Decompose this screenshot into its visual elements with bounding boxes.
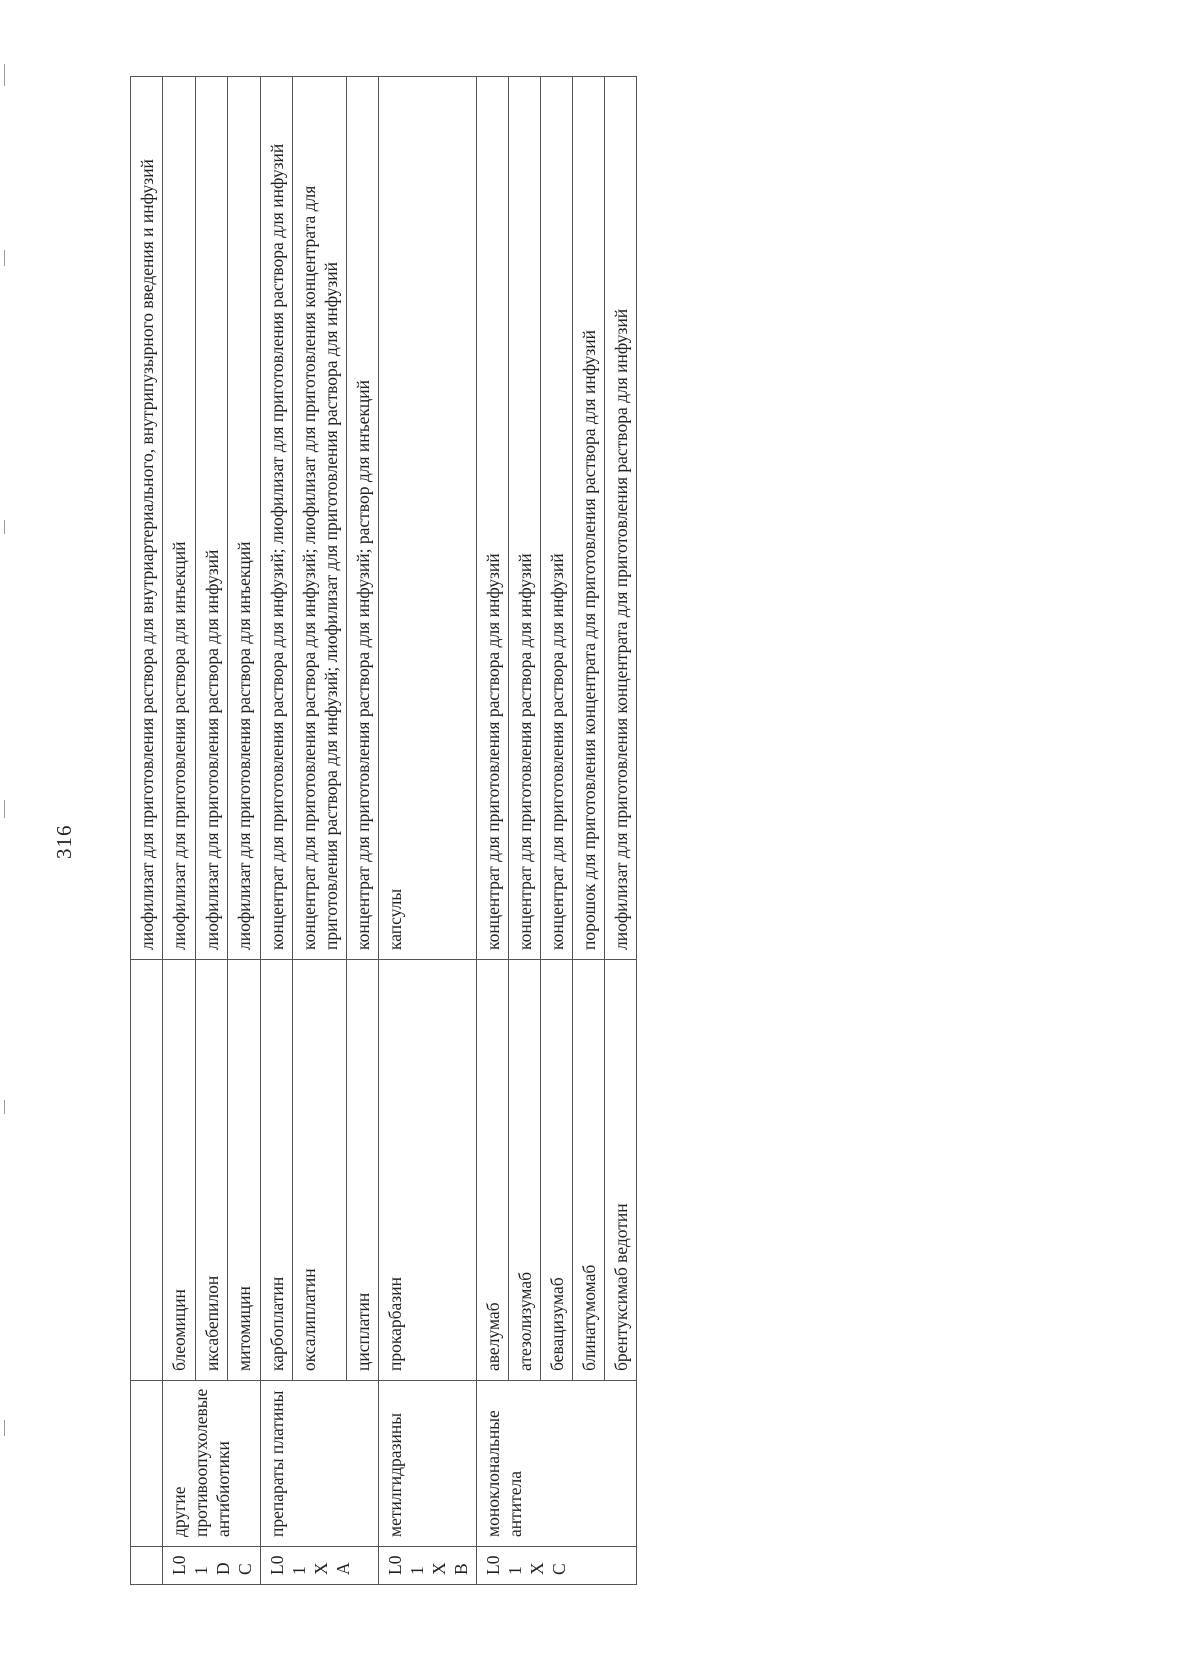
table-row <box>261 77 293 1585</box>
drug-name-cell <box>131 960 163 1381</box>
dosage-form-cell: концентрат для приготовления раствора для инфузий <box>541 77 573 960</box>
table-row <box>541 77 573 1585</box>
dosage-form-cell: лиофилизат для приготовления раствора для инъекций <box>228 77 261 960</box>
dosage-form-cell: лиофилизат для приготовления концентрата для приготовления раствора для инфузий <box>605 77 637 960</box>
drug-name-cell: прокарбазин <box>379 960 477 1381</box>
dosage-form-cell: концентрат для приготовления раствора для инфузий; лиофилизат для приготовления раствора для инфузий <box>261 77 293 960</box>
dosage-form-cell: лиофилизат для приготовления раствора для инфузий <box>195 77 228 960</box>
table-row <box>347 77 379 1585</box>
table-row <box>605 77 637 1585</box>
table-row <box>131 77 163 1585</box>
dosage-form-cell: лиофилизат для приготовления раствора для инъекций <box>163 77 196 960</box>
drug-name-cell: иксабепилон <box>195 960 228 1381</box>
code-cell <box>131 1547 163 1585</box>
page-number: 316 <box>52 824 76 859</box>
table-row <box>573 77 605 1585</box>
table-row <box>509 77 541 1585</box>
code-cell: L01XB <box>379 1547 477 1585</box>
code-cell: L01DC <box>163 1547 261 1585</box>
table-row <box>195 77 228 1585</box>
group-cell: метилгидразины <box>379 1381 477 1547</box>
group-cell <box>131 1381 163 1547</box>
group-cell: препараты платины <box>261 1381 379 1547</box>
drug-table <box>130 76 637 1585</box>
table-row <box>379 77 477 1585</box>
drug-name-cell: карбоплатин <box>261 960 293 1381</box>
table-row <box>228 77 261 1585</box>
table-row <box>477 77 509 1585</box>
dosage-form-cell: лиофилизат для приготовления раствора для внутриартериального, внутрипузырного введения и инфузий <box>131 77 163 960</box>
dosage-form-cell: концентрат для приготовления раствора для инфузий <box>509 77 541 960</box>
dosage-form-cell: концентрат для приготовления раствора для инфузий; раствор для инъекций <box>347 77 379 960</box>
drug-name-cell: авелумаб <box>477 960 509 1381</box>
drug-name-cell: блинатумомаб <box>573 960 605 1381</box>
code-cell: L01XA <box>261 1547 379 1585</box>
table-row <box>163 77 196 1585</box>
dosage-form-cell: концентрат для приготовления раствора для инфузий; лиофилизат для приготовления концентрата для приготовления раствора для инфузий; лиофилизат для приготовления раствора для инфузий <box>293 77 347 960</box>
drug-name-cell: цисплатин <box>347 960 379 1381</box>
group-cell: другие противоопухолевые антибиотики <box>163 1381 261 1547</box>
dosage-form-cell: капсулы <box>379 77 477 960</box>
drug-name-cell: митомицин <box>228 960 261 1381</box>
dosage-form-cell: концентрат для приготовления раствора для инфузий <box>477 77 509 960</box>
drug-name-cell: брентуксимаб ведотин <box>605 960 637 1381</box>
drug-name-cell: оксалиплатин <box>293 960 347 1381</box>
code-cell: L01XC <box>477 1547 637 1585</box>
drug-name-cell: бевацизумаб <box>541 960 573 1381</box>
drug-name-cell: атезолизумаб <box>509 960 541 1381</box>
drug-name-cell: блеомицин <box>163 960 196 1381</box>
drug-table-body <box>131 77 637 1585</box>
group-cell: моноклональные антитела <box>477 1381 637 1547</box>
table-row <box>293 77 347 1585</box>
dosage-form-cell: порошок для приготовления концентрата для приготовления раствора для инфузий <box>573 77 605 960</box>
